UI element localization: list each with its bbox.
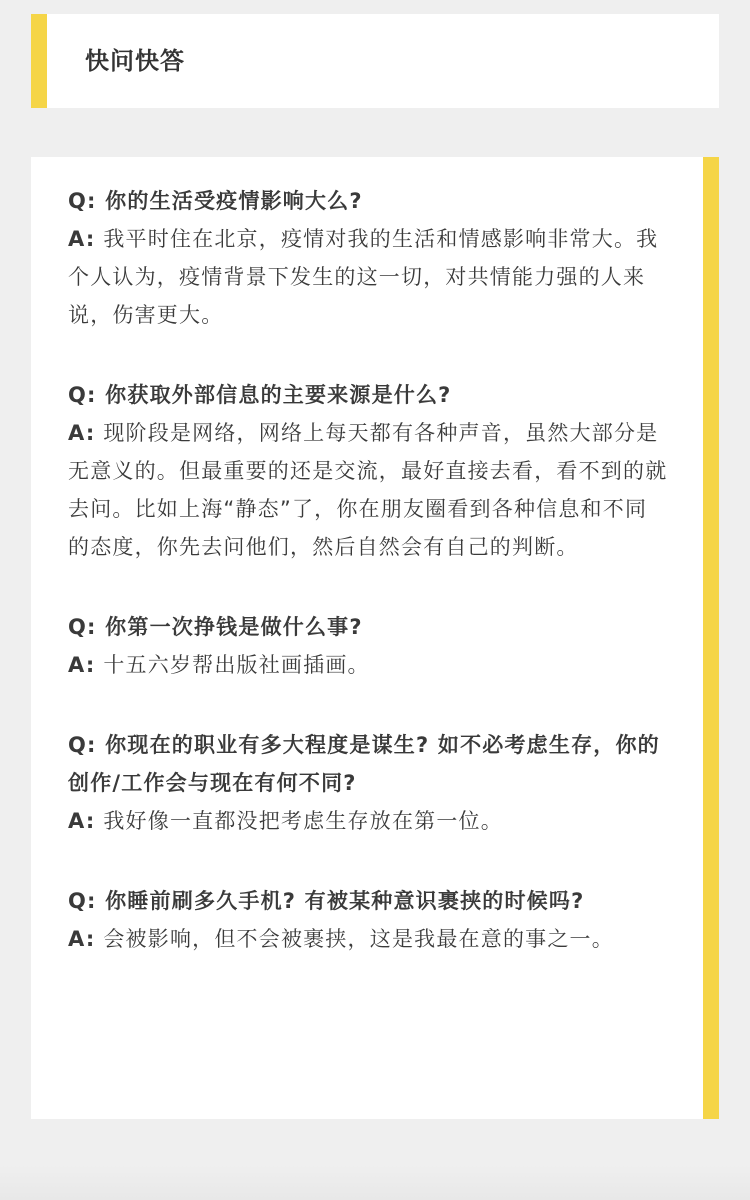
question-body: 你获取外部信息的主要来源是什么? bbox=[105, 383, 452, 407]
answer-prefix: A: bbox=[68, 653, 96, 677]
question-body: 你现在的职业有多大程度是谋生? 如不必考虑生存，你的创作/工作会与现在有何不同? bbox=[68, 733, 660, 795]
qa-accent-bar bbox=[703, 157, 719, 1119]
answer-text bbox=[68, 646, 668, 684]
question-text bbox=[68, 376, 668, 414]
question-prefix: Q: bbox=[68, 889, 97, 913]
answer-text bbox=[68, 220, 668, 334]
question-body: 你睡前刷多久手机? 有被某种意识裹挟的时候吗? bbox=[105, 889, 585, 913]
question-prefix: Q: bbox=[68, 383, 97, 407]
question-prefix: Q: bbox=[68, 733, 97, 757]
qa-list bbox=[68, 182, 668, 1000]
answer-body: 会被影响，但不会被裹挟，这是我最在意的事之一。 bbox=[103, 927, 614, 951]
section-title: 快问快答 bbox=[85, 47, 185, 75]
question-text bbox=[68, 608, 668, 646]
question-body: 你的生活受疫情影响大么? bbox=[105, 189, 363, 213]
answer-body: 现阶段是网络，网络上每天都有各种声音，虽然大部分是无意义的。但最重要的还是交流，最好直接去看，看不到的就去问。比如上海“静态”了，你在朋友圈看到各种信息和不同的态度，你先去问他们，然后自然会有自己的判断。 bbox=[68, 421, 668, 559]
qa-item bbox=[68, 882, 668, 958]
answer-prefix: A: bbox=[68, 227, 96, 251]
section-header bbox=[31, 14, 719, 108]
answer-body: 十五六岁帮出版社画插画。 bbox=[103, 653, 370, 677]
question-body: 你第一次挣钱是做什么事? bbox=[105, 615, 363, 639]
question-prefix: Q: bbox=[68, 615, 97, 639]
bottom-fade bbox=[0, 1165, 750, 1200]
answer-text bbox=[68, 920, 668, 958]
qa-item bbox=[68, 726, 668, 840]
question-prefix: Q: bbox=[68, 189, 97, 213]
answer-body: 我平时住在北京，疫情对我的生活和情感影响非常大。我个人认为，疫情背景下发生的这一切，对共情能力强的人来说，伤害更大。 bbox=[68, 227, 659, 327]
question-text bbox=[68, 726, 668, 802]
answer-prefix: A: bbox=[68, 809, 96, 833]
answer-prefix: A: bbox=[68, 421, 96, 445]
answer-text bbox=[68, 414, 668, 566]
question-text bbox=[68, 882, 668, 920]
answer-body: 我好像一直都没把考虑生存放在第一位。 bbox=[103, 809, 503, 833]
question-text bbox=[68, 182, 668, 220]
header-accent-bar bbox=[31, 14, 47, 108]
qa-item bbox=[68, 608, 668, 684]
qa-item bbox=[68, 182, 668, 334]
qa-card bbox=[31, 157, 719, 1119]
qa-item bbox=[68, 376, 668, 566]
answer-text bbox=[68, 802, 668, 840]
answer-prefix: A: bbox=[68, 927, 96, 951]
